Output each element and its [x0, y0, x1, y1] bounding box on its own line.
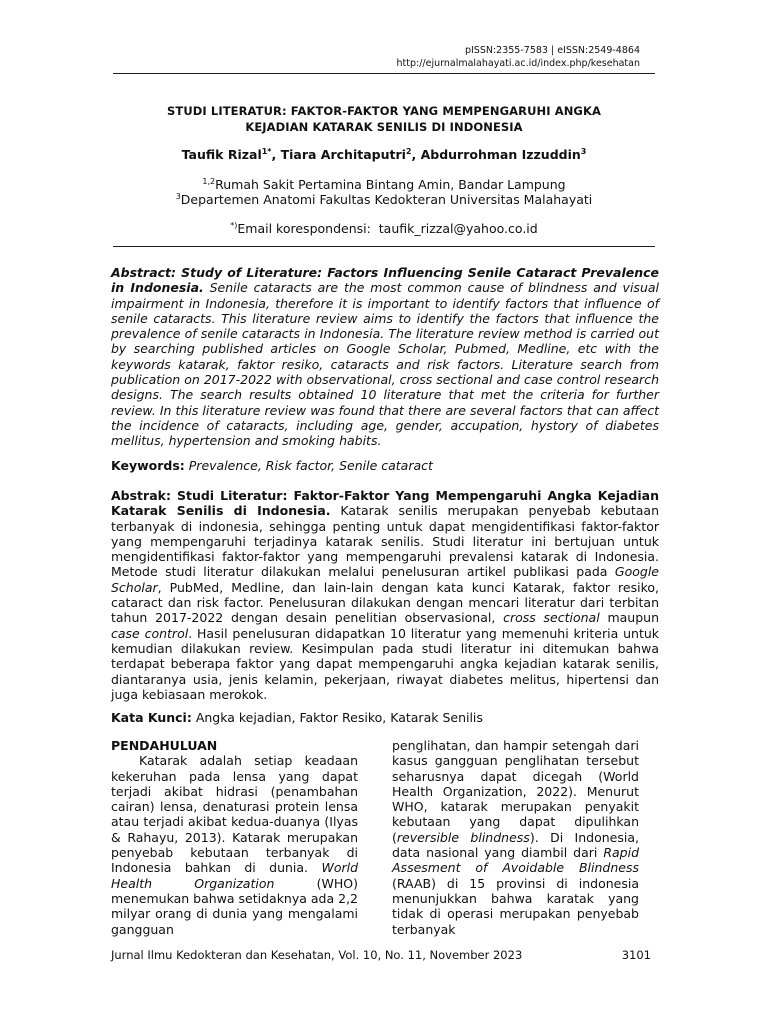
author-3: Abdurrohman Izzuddin — [420, 147, 581, 162]
affiliation-2-text: Departemen Anatomi Fakultas Kedokteran Universitas Malahayati — [180, 192, 593, 207]
affiliation-2 — [113, 192, 655, 207]
intro-column-right — [392, 738, 639, 937]
abstract-id-italic-2: cross sectional — [503, 610, 600, 626]
intro-right-text-2: ). Di Indonesia, data nasional yang diambil dari — [392, 829, 639, 861]
intro-right-text-3: (RAAB) di 15 provinsi di indonesia menunjukkan bahwa karatak yang tidak di operasi merupakan penyebab terbanyak — [392, 875, 639, 937]
affiliations — [113, 177, 655, 207]
paper-title — [113, 103, 655, 135]
issn-text: pISSN:2355-7583 | eISSN:2549-4864 — [464, 45, 640, 56]
author-2-sup: 2 — [405, 146, 412, 156]
abstract-id-heading: Abstrak: Studi Literatur: Faktor-Faktor Yang Mempengaruhi Angka Kejadian Katarak Senilis di Indonesia. — [111, 488, 659, 519]
title-block-rule — [113, 246, 655, 247]
abstract-en-body: Senile cataracts are the most common cause of blindness and visual impairment in Indonesia, therefore it is important to identify factors that influence of senile cataracts. This literature review aims to identify the factors that influence the prevalence of senile cataracts in Indonesia. The literature review method is carried out by searching published articles on Google Scholar, Pubmed, Medline, etc with the keywords katarak, faktor resiko, cataracts and risk factors. Literature search from publication on 2017-2022 with observational, cross sectional and case control research designs. The search results obtained 10 literature that met the criteria for further review. In this literature review was found that there are several factors that can affect the incidence of cataracts, including age, gender, accupation, hystory of diabetes mellitus, hypertension and smoking habits. — [111, 280, 659, 449]
header-rule — [113, 73, 655, 74]
intro-right-italic-1: reversible blindness — [396, 829, 530, 845]
intro-paragraph — [111, 753, 358, 937]
intro-right-text-1: penglihatan, dan hampir setengah dari kasus gangguan penglihatan tersebut seharusnya dapat dicegah (World Health Organization, 2022). Menurut WHO, katarak merupakan penyakit kebutaan yang dapat dipulihkan ( — [392, 738, 639, 845]
keywords-indonesian — [111, 710, 659, 725]
keywords-english — [111, 458, 659, 473]
author-1: Taufik Rizal — [181, 147, 262, 162]
abstract-id-italic-3: case control — [111, 625, 189, 641]
journal-url[interactable]: http://ejurnalmalahayati.ac.id/index.php/kesehatan — [396, 58, 640, 69]
section-heading: PENDAHULUAN — [111, 738, 218, 753]
title-line-1: STUDI LITERATUR: FAKTOR-FAKTOR YANG MEMPENGARUHI ANGKA — [167, 104, 601, 118]
intro-left-text-2: (WHO) menemukan bahwa setidaknya ada 2,2 milyar orang di dunia yang mengalami gangguan — [111, 875, 358, 937]
author-3-sup: 3 — [580, 146, 587, 156]
keywords-en-label: Keywords: — [111, 458, 185, 473]
abstract-id-italic-1: Google Scholar — [111, 564, 659, 595]
correspondence-email — [113, 221, 655, 236]
intro-column-left — [111, 738, 358, 937]
intro-left-italic: World Health Organization — [111, 860, 359, 891]
email-sup: *) — [230, 220, 238, 230]
page-number: 3101 — [621, 948, 651, 962]
keywords-id-label: Kata Kunci: — [111, 710, 192, 725]
author-sep: , — [271, 147, 281, 162]
abstract-english — [111, 265, 659, 449]
email-label: Email korespondensi: — [237, 221, 371, 236]
author-list — [113, 147, 655, 162]
footer-journal: Jurnal Ilmu Kedokteran dan Kesehatan, Vol. 10, No. 11, November 2023 — [111, 948, 523, 962]
affiliation-1 — [113, 177, 655, 192]
journal-header — [397, 44, 640, 70]
author-sep: , — [411, 147, 421, 162]
abstract-en-heading: Abstract: Study of Literature: Factors Influencing Senile Cataract Prevalence in Indonesia. — [111, 265, 659, 296]
abstract-id-part-2: , PubMed, Medline, dan lain-lain dengan kata kunci Katarak, faktor resiko, cataract dan risk factor. Penelusuran dilakukan dengan mencari literatur dari terbitan tahun 2017-2022 dengan desain penelitian observasional, — [111, 579, 659, 626]
title-line-2: KEJADIAN KATARAK SENILIS DI INDONESIA — [245, 120, 523, 134]
abstract-id-part-1: Katarak senilis merupakan penyebab kebutaan terbanyak di indonesia, sehingga penting untuk dapat mengidentifikasi faktor-faktor yang mempengaruhi terjadinya katarak senilis. Studi literatur ini bertujuan untuk mengidentifikasi faktor-faktor yang mempengaruhi prevalensi katarak di Indonesia. Metode studi literatur dilakukan melalui penelusuran artikel publikasi pada — [111, 503, 659, 580]
keywords-id-text: Angka kejadian, Faktor Resiko, Katarak Senilis — [195, 710, 483, 725]
affiliation-2-sup: 3 — [175, 191, 181, 201]
abstract-indonesian — [111, 488, 659, 702]
author-2: Tiara Architaputri — [280, 147, 406, 162]
author-1-sup: 1* — [261, 146, 272, 156]
abstract-id-part-3: maupun — [607, 610, 659, 626]
keywords-en-text: Prevalence, Risk factor, Senile cataract — [188, 458, 433, 473]
email-address[interactable]: taufik_rizzal@yahoo.co.id — [378, 221, 538, 236]
page-footer — [111, 948, 651, 962]
intro-paragraph-cont — [392, 738, 639, 937]
affiliation-1-sup: 1,2 — [202, 176, 216, 186]
intro-left-text-1: Katarak adalah setiap keadaan kekeruhan pada lensa yang dapat terjadi akibat hidrasi (penambahan cairan) lensa, denaturasi protein lensa atau terjadi akibat kedua-duanya (Ilyas & Rahayu, 2013). Katarak merupakan penyebab kebutaan terbanyak di Indonesia bahkan di dunia. — [111, 753, 358, 876]
intro-right-italic-2: Rapid Assesment of Avoidable Blindness — [392, 845, 639, 876]
affiliation-1-text: Rumah Sakit Pertamina Bintang Amin, Bandar Lampung — [215, 177, 566, 192]
abstract-id-part-4: . Hasil penelusuran didapatkan 10 literatur yang memenuhi kriteria untuk kemudian dilakukan review. Kesimpulan pada studi literatur ini ditemukan bahwa terdapat beberapa faktor yang dapat mempengaruhi angka kejadian katarak senilis, diantaranya usia, jenis kelamin, pekerjaan, riwayat diabetes melitus, hipertensi dan juga kebiasaan merokok. — [111, 625, 660, 702]
